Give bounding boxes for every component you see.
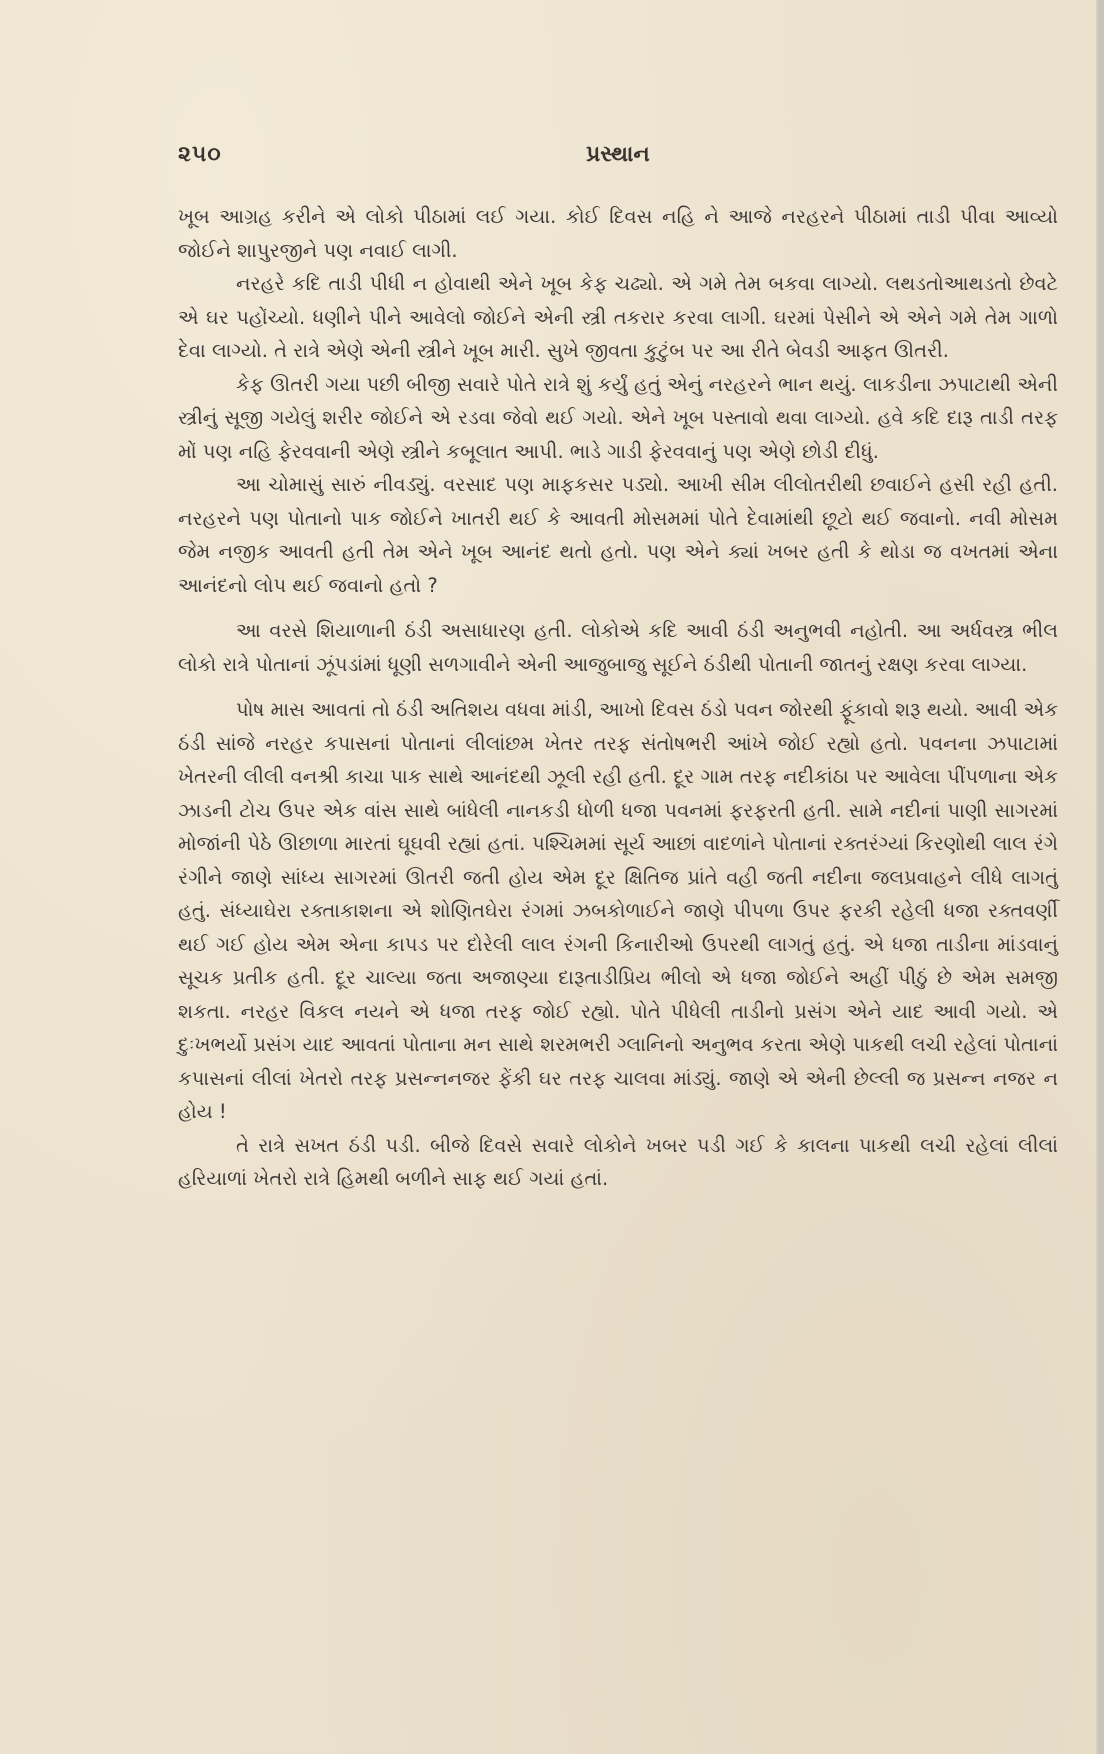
paragraph-3: કેફ ઊતરી ગયા પછી બીજી સવારે પોતે રાત્રે શું કર્યું હતું એનું નરહરને ભાન થયું. લાકડીના ઝપાટાથી એની સ્ત્રીનું સૂજી ગયેલું શરીર જોઈને એ રડવા જેવો થઈ ગયો. એને ખૂબ પસ્તાવો થવા લાગ્યો. હવે કદિ દારૂ તાડી તરફ મોં પણ નહિ ફેરવવાની એણે સ્ત્રીને કબૂલાત આપી. ભાડે ગાડી ફેરવવાનું પણ એણે છોડી દીધું. [178, 372, 1058, 463]
paragraph-5: આ વરસે શિયાળાની ઠંડી અસાધારણ હતી. લોકોએ કદિ આવી ઠંડી અનુભવી નહોતી. આ અર્ધવસ્ત્ર ભીલ લોકો રાત્રે પોતાનાં ઝૂંપડાંમાં ધૂણી સળગાવીને એની આજુબાજુ સૂઈને ઠંડીથી પોતાની જાતનું રક્ષણ કરવા લાગ્યા. [178, 619, 1058, 676]
paragraph-1: ખૂબ આગ્રહ કરીને એ લોકો પીઠામાં લઈ ગયા. કોઈ દિવસ નહિ ને આજે નરહરને પીઠામાં તાડી પીવા આવ્યો જોઈને શાપુરજીને પણ નવાઈ લાગી. [178, 205, 1058, 262]
paragraph-6: પોષ માસ આવતાં તો ઠંડી અતિશય વધવા માંડી, આખો દિવસ ઠંડો પવન જોરથી ફૂંકાવો શરૂ થયો. આવી એક ઠંડી સાંજે નરહર કપાસનાં પોતાનાં લીલાંછમ ખેતર તરફ સંતોષભરી આંખે જોઈ રહ્યો હતો. પવનના ઝપાટામાં ખેતરની લીલી વનશ્રી કાચા પાક સાથે આનંદથી ઝૂલી રહી હતી. દૂર ગામ તરફ નદીકાંઠા પર આવેલા પીંપળાના એક ઝાડની ટોચ ઉપર એક વાંસ સાથે બાંધેલી નાનકડી ધોળી ધજા પવનમાં ફરફરતી હતી. સામે નદીનાં પાણી સાગરમાં મોજાંની પેઠે ઊછાળા મારતાં ઘૂઘવી રહ્યાં હતાં. પશ્ચિમમાં સૂર્ય આછાં વાદળાંને પોતાનાં રક્તરંગ્યાં કિરણોથી લાલ રંગે રંગીને જાણે સાંધ્ય સાગરમાં ઊતરી જતી હોય એમ દૂર ક્ષિતિજ પ્રાંતે વહી જતી નદીના જલપ્રવાહને લીધે લાગતું હતું. સંધ્યાઘેરા રક્તાકાશના એ શોણિતઘેરા રંગમાં ઝબકોળાઈને જાણે પીપળા ઉપર ફરકી રહેલી ધજા રક્તવર્ણી થઈ ગઈ હોય એમ એના કાપડ પર દોરેલી લાલ રંગની કિનારીઓ ઉપરથી લાગતું હતું. એ ધજા તાડીના માંડવાનું સૂચક પ્રતીક હતી. દૂર ચાલ્યા જતા અજાણ્યા દારૂતાડીપ્રિય ભીલો એ ધજા જોઈને અહીં પીઠું છે એમ સમજી શકતા. નરહર વિકલ નયને એ ધજા તરફ જોઈ રહ્યો. પોતે પીધેલી તાડીનો પ્રસંગ એને યાદ આવી ગયો. એ દુઃખભર્યો પ્રસંગ યાદ આવતાં પોતાના મન સાથે શરમભરી ગ્લાનિનો અનુભવ કરતા એણે પાકથી લચી રહેલાં પોતાનાં કપાસનાં લીલાં ખેતરો તરફ પ્રસન્નનજર ફેંકી ઘર તરફ ચાલવા માંડ્યું. જાણે એ એની છેલ્લી જ પ્રસન્ન નજર ન હોય ! [178, 698, 1058, 1123]
paragraph-4: આ ચોમાસું સારું નીવડ્યું. વરસાદ પણ માફકસર પડ્યો. આખી સીમ લીલોતરીથી છવાઈને હસી રહી હતી. નરહરને પણ પોતાનો પાક જોઈને ખાતરી થઈ કે આવતી મોસમમાં પોતે દેવામાંથી છૂટો થઈ જવાનો. નવી મોસમ જેમ નજીક આવતી હતી તેમ એને ખૂબ આનંદ થતો હતો. પણ એને ક્યાં ખબર હતી કે થોડા જ વખતમાં એના આનંદનો લોપ થઈ જવાનો હતો ? [178, 473, 1058, 597]
running-title: પ્રસ્થાન [586, 142, 650, 167]
page-number: ૨૫૦ [178, 142, 222, 167]
body-text [178, 200, 1058, 1196]
page-header [178, 142, 1058, 178]
paragraph-2: નરહરે કદિ તાડી પીધી ન હોવાથી એને ખૂબ કેફ ચઢ્યો. એ ગમે તેમ બકવા લાગ્યો. લથડતોઆથડતો છેવટે એ ઘર પહોંચ્યો. ધણીને પીને આવેલો જોઈને એની સ્ત્રી તકરાર કરવા લાગી. ઘરમાં પેસીને એ એને ગમે તેમ ગાળો દેવા લાગ્યો. તે રાત્રે એણે એની સ્ત્રીને ખૂબ મારી. સુખે જીવતા કુટુંબ પર આ રીતે બેવડી આફત ઊતરી. [178, 272, 1058, 362]
paragraph-7: તે રાત્રે સખત ઠંડી પડી. બીજે દિવસે સવારે લોકોને ખબર પડી ગઈ કે કાલના પાકથી લચી રહેલાં લીલાં હરિયાળાં ખેતરો રાત્રે હિમથી બળીને સાફ થઈ ગયાં હતાં. [178, 1133, 1058, 1190]
